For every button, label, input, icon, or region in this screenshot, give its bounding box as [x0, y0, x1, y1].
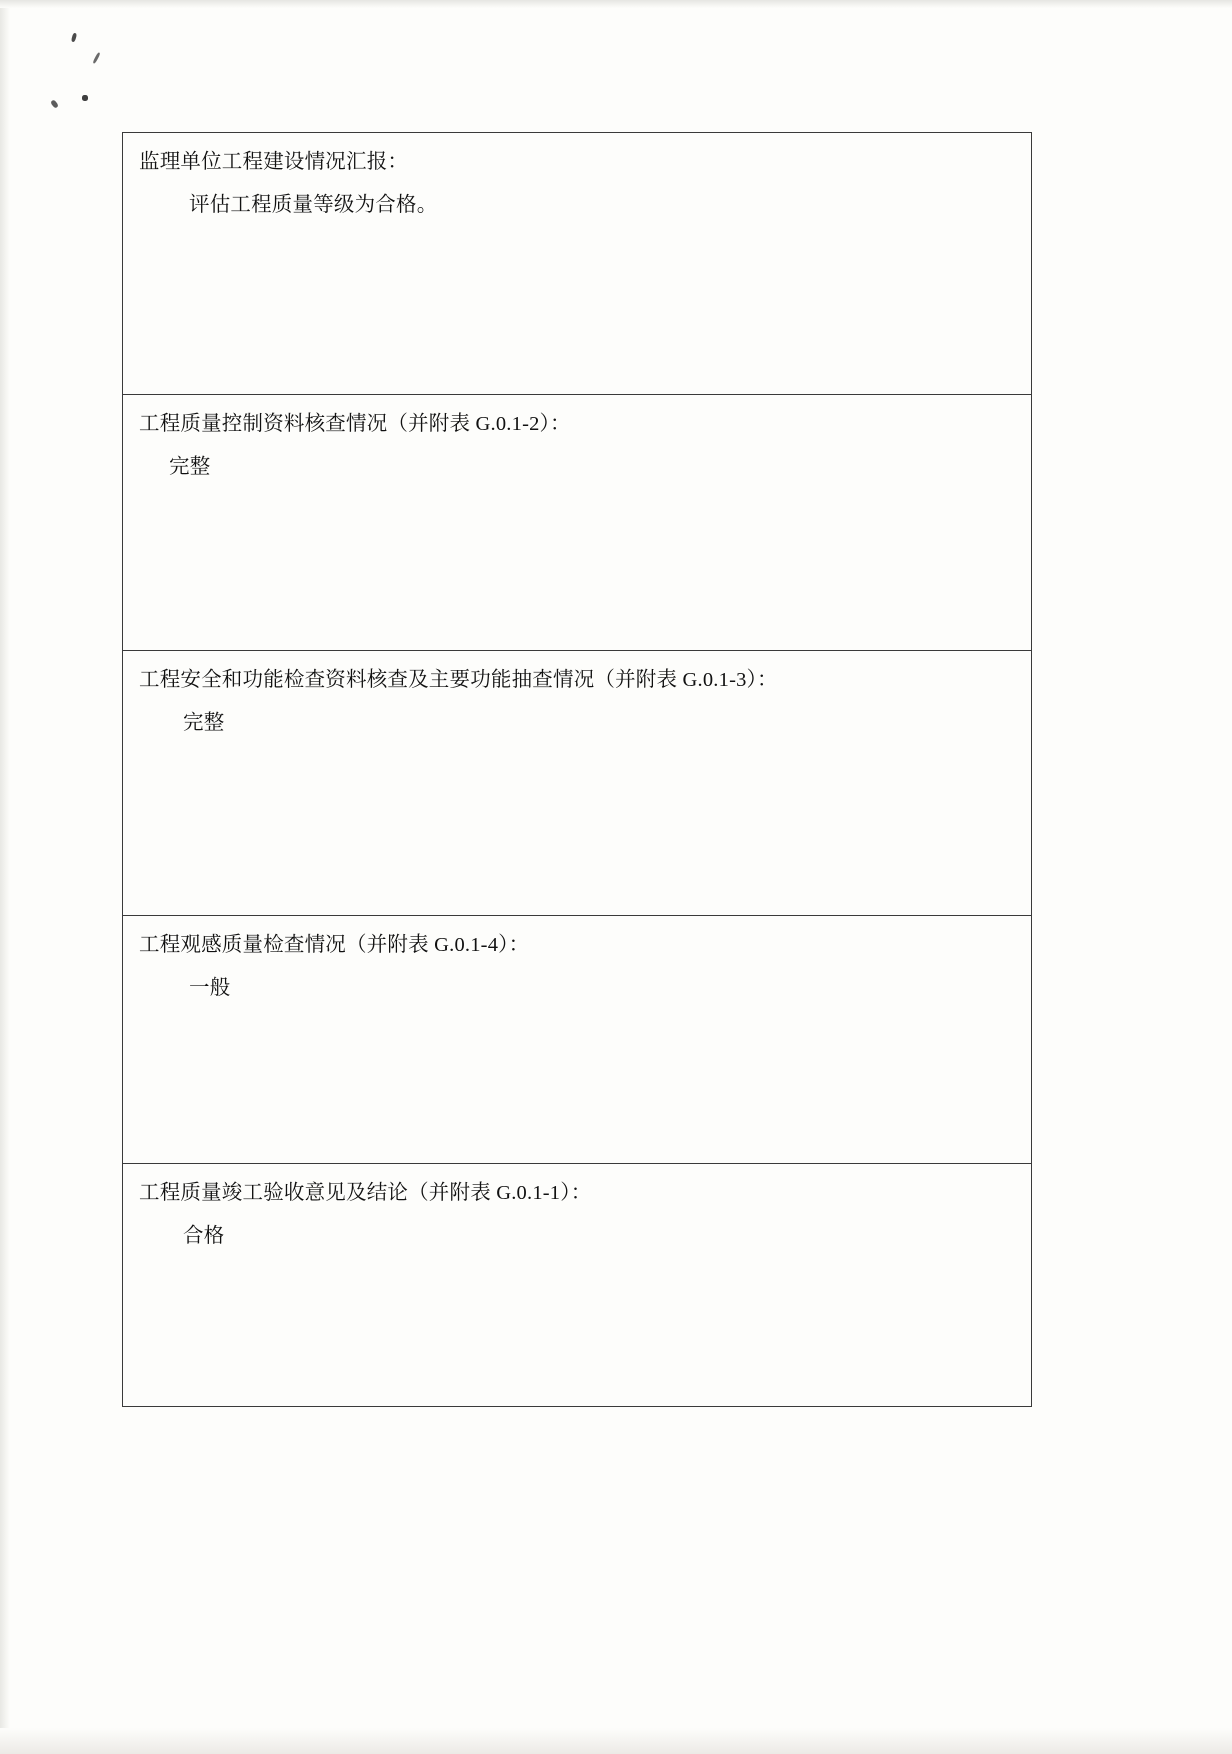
section-title: 工程质量竣工验收意见及结论（并附表 G.0.1-1）：	[139, 1182, 592, 1204]
section-value: 完整	[183, 711, 225, 734]
scan-artifact-speck	[82, 95, 88, 101]
section-value: 评估工程质量等级为合格。	[189, 193, 438, 216]
section-title: 工程观感质量检查情况（并附表 G.0.1-4）：	[139, 934, 530, 956]
scan-artifact-speck	[71, 33, 77, 43]
scan-edge-shadow-left	[0, 0, 10, 1754]
scan-artifact-speck	[50, 99, 59, 108]
section-title: 监理单位工程建设情况汇报：	[139, 151, 409, 173]
form-section-supervision-report	[123, 133, 1031, 395]
form-section-completion-acceptance-conclusion	[123, 1164, 1031, 1406]
section-title: 工程质量控制资料核查情况（并附表 G.0.1-2）：	[139, 413, 571, 435]
form-section-safety-function-data-review	[123, 651, 1031, 916]
section-value: 合格	[183, 1224, 225, 1247]
section-value: 一般	[189, 976, 231, 999]
scan-edge-shadow-bottom	[0, 1728, 1232, 1754]
scan-edge-shadow-top	[0, 0, 1232, 8]
acceptance-form-table	[122, 132, 1032, 1407]
form-section-appearance-quality-inspection	[123, 916, 1031, 1164]
section-value: 完整	[169, 455, 211, 478]
section-title: 工程安全和功能检查资料核查及主要功能抽查情况（并附表 G.0.1-3）：	[139, 669, 778, 691]
scan-artifact-speck	[92, 52, 100, 64]
form-section-quality-control-data-review	[123, 395, 1031, 651]
